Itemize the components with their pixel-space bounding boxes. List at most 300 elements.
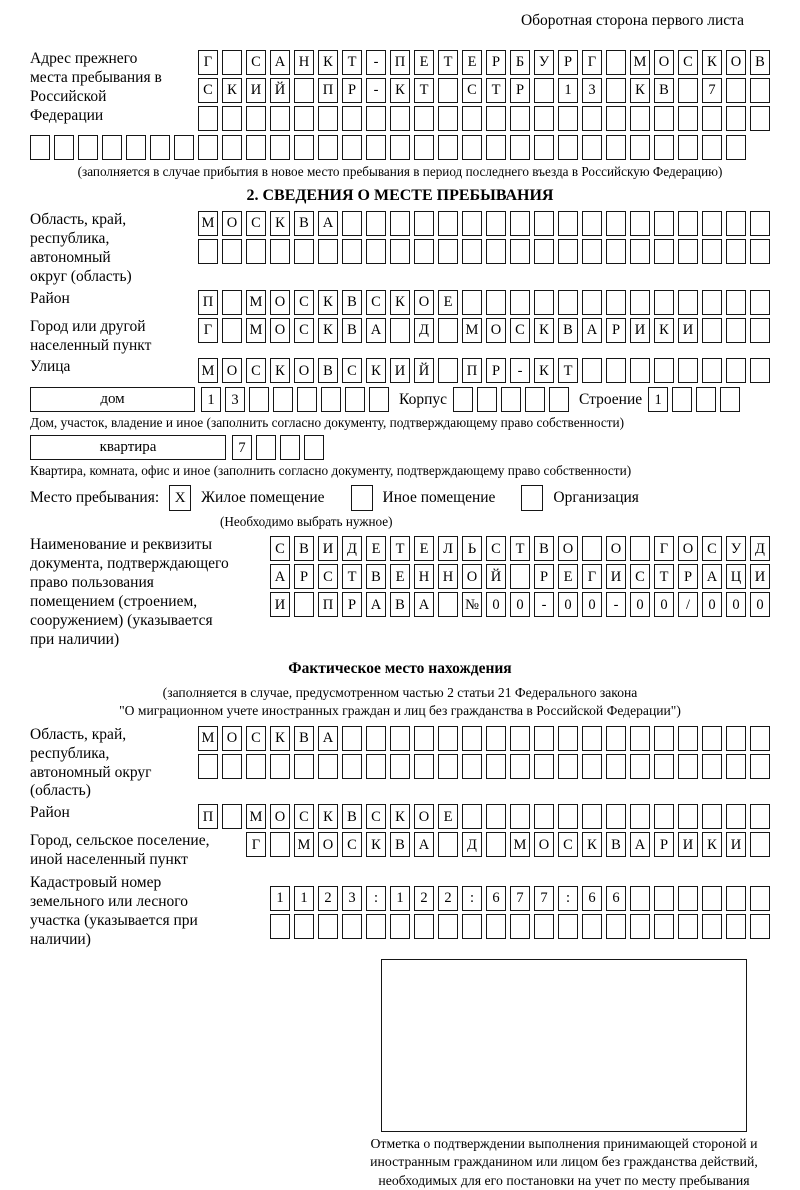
char-cell[interactable]: Р (510, 78, 530, 103)
char-cell[interactable]: 1 (294, 886, 314, 911)
char-cell[interactable]: А (270, 564, 290, 589)
char-cell[interactable]: Р (342, 78, 362, 103)
char-cell[interactable] (750, 754, 770, 779)
char-cell[interactable] (453, 387, 473, 412)
char-cell[interactable] (750, 804, 770, 829)
char-cell[interactable] (726, 78, 746, 103)
char-cell[interactable]: В (342, 804, 362, 829)
char-cell[interactable]: Г (198, 318, 218, 343)
char-cell[interactable]: К (318, 50, 338, 75)
char-cell[interactable] (702, 726, 722, 751)
char-cell[interactable] (256, 435, 276, 460)
char-cell[interactable]: Т (558, 358, 578, 383)
char-cell[interactable]: О (222, 358, 242, 383)
char-cell[interactable] (462, 135, 482, 160)
char-cell[interactable] (390, 726, 410, 751)
char-cell[interactable] (606, 239, 626, 264)
char-cell[interactable] (126, 135, 146, 160)
char-cell[interactable] (270, 106, 290, 131)
char-cell[interactable]: С (270, 536, 290, 561)
char-cell[interactable]: С (294, 804, 314, 829)
char-cell[interactable]: 7 (534, 886, 554, 911)
char-cell[interactable]: М (294, 832, 314, 857)
char-cell[interactable]: Р (558, 50, 578, 75)
char-cell[interactable] (630, 106, 650, 131)
char-cell[interactable] (606, 78, 626, 103)
char-cell[interactable] (342, 211, 362, 236)
char-cell[interactable]: Н (438, 564, 458, 589)
char-cell[interactable] (678, 754, 698, 779)
char-cell[interactable] (702, 290, 722, 315)
char-cell[interactable] (630, 886, 650, 911)
char-cell[interactable] (270, 135, 290, 160)
char-cell[interactable]: Р (294, 564, 314, 589)
char-cell[interactable] (438, 592, 458, 617)
char-cell[interactable]: В (294, 726, 314, 751)
char-cell[interactable] (510, 914, 530, 939)
char-cell[interactable] (606, 211, 626, 236)
char-cell[interactable] (390, 754, 410, 779)
char-cell[interactable]: П (318, 592, 338, 617)
char-cell[interactable]: О (318, 832, 338, 857)
char-cell[interactable]: В (390, 592, 410, 617)
char-cell[interactable]: К (534, 358, 554, 383)
char-cell[interactable]: К (222, 78, 242, 103)
char-cell[interactable]: Й (486, 564, 506, 589)
char-cell[interactable]: И (606, 564, 626, 589)
char-cell[interactable]: Е (438, 290, 458, 315)
char-cell[interactable]: Й (270, 78, 290, 103)
char-cell[interactable]: К (270, 726, 290, 751)
char-cell[interactable]: Т (414, 78, 434, 103)
char-cell[interactable]: Е (558, 564, 578, 589)
char-cell[interactable] (486, 804, 506, 829)
char-cell[interactable] (702, 886, 722, 911)
char-cell[interactable] (222, 106, 242, 131)
char-cell[interactable] (342, 914, 362, 939)
char-cell[interactable] (486, 239, 506, 264)
char-cell[interactable]: : (462, 886, 482, 911)
char-cell[interactable] (366, 754, 386, 779)
char-cell[interactable] (630, 290, 650, 315)
char-cell[interactable]: 0 (654, 592, 674, 617)
char-cell[interactable] (534, 726, 554, 751)
char-cell[interactable]: Т (486, 78, 506, 103)
char-cell[interactable] (558, 914, 578, 939)
char-cell[interactable] (294, 914, 314, 939)
char-cell[interactable] (222, 804, 242, 829)
char-cell[interactable]: 3 (342, 886, 362, 911)
char-cell[interactable]: И (678, 832, 698, 857)
char-cell[interactable]: У (726, 536, 746, 561)
char-cell[interactable] (294, 754, 314, 779)
char-cell[interactable]: О (270, 318, 290, 343)
char-cell[interactable] (366, 211, 386, 236)
char-cell[interactable] (462, 754, 482, 779)
char-cell[interactable]: И (678, 318, 698, 343)
char-cell[interactable]: С (246, 358, 266, 383)
char-cell[interactable]: М (246, 290, 266, 315)
char-cell[interactable]: - (510, 358, 530, 383)
char-cell[interactable] (222, 754, 242, 779)
char-cell[interactable]: Е (390, 564, 410, 589)
char-cell[interactable]: О (222, 726, 242, 751)
char-cell[interactable]: : (366, 886, 386, 911)
char-cell[interactable]: В (534, 536, 554, 561)
char-cell[interactable]: О (726, 50, 746, 75)
char-cell[interactable] (726, 211, 746, 236)
char-cell[interactable]: Г (582, 50, 602, 75)
char-cell[interactable] (150, 135, 170, 160)
char-cell[interactable]: А (366, 592, 386, 617)
char-cell[interactable]: А (630, 832, 650, 857)
char-cell[interactable] (654, 239, 674, 264)
char-cell[interactable]: О (486, 318, 506, 343)
char-cell[interactable]: Г (198, 50, 218, 75)
char-cell[interactable]: 0 (726, 592, 746, 617)
char-cell[interactable]: 1 (270, 886, 290, 911)
char-cell[interactable]: Р (678, 564, 698, 589)
char-cell[interactable]: 6 (486, 886, 506, 911)
char-cell[interactable] (318, 914, 338, 939)
char-cell[interactable]: К (654, 318, 674, 343)
char-cell[interactable]: И (270, 592, 290, 617)
char-cell[interactable] (750, 318, 770, 343)
char-cell[interactable] (630, 239, 650, 264)
char-cell[interactable] (726, 726, 746, 751)
char-cell[interactable]: Е (462, 50, 482, 75)
char-cell[interactable] (294, 78, 314, 103)
char-cell[interactable]: О (606, 536, 626, 561)
char-cell[interactable]: В (654, 78, 674, 103)
char-cell[interactable]: К (318, 318, 338, 343)
char-cell[interactable] (174, 135, 194, 160)
char-cell[interactable] (438, 832, 458, 857)
char-cell[interactable]: Е (438, 804, 458, 829)
char-cell[interactable]: Л (438, 536, 458, 561)
char-cell[interactable]: Й (414, 358, 434, 383)
char-cell[interactable]: О (414, 804, 434, 829)
char-cell[interactable]: О (678, 536, 698, 561)
char-cell[interactable] (678, 886, 698, 911)
kvartira-type-box[interactable]: квартира (30, 435, 226, 460)
char-cell[interactable]: 2 (438, 886, 458, 911)
char-cell[interactable] (606, 754, 626, 779)
char-cell[interactable] (750, 239, 770, 264)
char-cell[interactable] (534, 804, 554, 829)
char-cell[interactable]: 2 (318, 886, 338, 911)
org-checkbox[interactable] (521, 485, 543, 511)
char-cell[interactable] (294, 592, 314, 617)
char-cell[interactable]: И (318, 536, 338, 561)
char-cell[interactable] (582, 135, 602, 160)
char-cell[interactable]: - (366, 50, 386, 75)
char-cell[interactable] (414, 239, 434, 264)
char-cell[interactable] (558, 804, 578, 829)
char-cell[interactable]: 7 (510, 886, 530, 911)
char-cell[interactable] (678, 914, 698, 939)
char-cell[interactable]: К (270, 211, 290, 236)
char-cell[interactable] (672, 387, 692, 412)
char-cell[interactable]: Т (438, 50, 458, 75)
char-cell[interactable] (366, 914, 386, 939)
char-cell[interactable]: С (510, 318, 530, 343)
char-cell[interactable] (678, 358, 698, 383)
char-cell[interactable]: К (366, 358, 386, 383)
char-cell[interactable] (702, 211, 722, 236)
char-cell[interactable] (750, 832, 770, 857)
char-cell[interactable] (294, 135, 314, 160)
char-cell[interactable] (726, 290, 746, 315)
char-cell[interactable] (390, 318, 410, 343)
char-cell[interactable] (486, 754, 506, 779)
char-cell[interactable] (438, 106, 458, 131)
char-cell[interactable]: / (678, 592, 698, 617)
char-cell[interactable]: В (318, 358, 338, 383)
char-cell[interactable]: С (342, 358, 362, 383)
char-cell[interactable] (606, 358, 626, 383)
char-cell[interactable] (510, 726, 530, 751)
char-cell[interactable]: Н (414, 564, 434, 589)
char-cell[interactable]: 3 (582, 78, 602, 103)
char-cell[interactable] (702, 914, 722, 939)
char-cell[interactable] (702, 106, 722, 131)
char-cell[interactable]: А (582, 318, 602, 343)
char-cell[interactable] (342, 239, 362, 264)
char-cell[interactable] (477, 387, 497, 412)
char-cell[interactable] (558, 106, 578, 131)
char-cell[interactable] (654, 106, 674, 131)
char-cell[interactable] (678, 135, 698, 160)
char-cell[interactable] (702, 318, 722, 343)
char-cell[interactable]: 7 (702, 78, 722, 103)
char-cell[interactable] (630, 135, 650, 160)
char-cell[interactable] (582, 211, 602, 236)
char-cell[interactable]: У (534, 50, 554, 75)
char-cell[interactable]: 0 (486, 592, 506, 617)
char-cell[interactable] (750, 78, 770, 103)
char-cell[interactable]: Д (750, 536, 770, 561)
char-cell[interactable] (534, 754, 554, 779)
char-cell[interactable] (318, 239, 338, 264)
char-cell[interactable] (222, 318, 242, 343)
char-cell[interactable] (438, 135, 458, 160)
char-cell[interactable] (630, 804, 650, 829)
char-cell[interactable]: С (246, 726, 266, 751)
char-cell[interactable]: М (198, 726, 218, 751)
char-cell[interactable] (534, 239, 554, 264)
char-cell[interactable] (414, 106, 434, 131)
char-cell[interactable] (486, 726, 506, 751)
char-cell[interactable] (696, 387, 716, 412)
char-cell[interactable] (462, 290, 482, 315)
char-cell[interactable] (558, 211, 578, 236)
char-cell[interactable]: - (606, 592, 626, 617)
char-cell[interactable]: О (654, 50, 674, 75)
char-cell[interactable] (534, 135, 554, 160)
char-cell[interactable] (318, 754, 338, 779)
char-cell[interactable] (486, 106, 506, 131)
char-cell[interactable]: 0 (558, 592, 578, 617)
char-cell[interactable] (510, 239, 530, 264)
char-cell[interactable] (342, 754, 362, 779)
char-cell[interactable]: С (246, 211, 266, 236)
char-cell[interactable] (462, 914, 482, 939)
char-cell[interactable] (462, 804, 482, 829)
char-cell[interactable] (678, 804, 698, 829)
char-cell[interactable]: О (222, 211, 242, 236)
char-cell[interactable]: Т (510, 536, 530, 561)
char-cell[interactable] (510, 211, 530, 236)
char-cell[interactable] (726, 914, 746, 939)
char-cell[interactable] (582, 358, 602, 383)
char-cell[interactable] (654, 726, 674, 751)
char-cell[interactable]: П (390, 50, 410, 75)
char-cell[interactable]: С (366, 804, 386, 829)
char-cell[interactable] (486, 914, 506, 939)
char-cell[interactable] (510, 290, 530, 315)
char-cell[interactable] (726, 106, 746, 131)
char-cell[interactable] (246, 754, 266, 779)
char-cell[interactable] (318, 135, 338, 160)
char-cell[interactable] (438, 726, 458, 751)
char-cell[interactable] (297, 387, 317, 412)
char-cell[interactable]: Р (486, 358, 506, 383)
char-cell[interactable] (630, 211, 650, 236)
char-cell[interactable] (726, 135, 746, 160)
char-cell[interactable]: С (294, 318, 314, 343)
char-cell[interactable] (342, 106, 362, 131)
char-cell[interactable] (582, 106, 602, 131)
char-cell[interactable] (654, 135, 674, 160)
char-cell[interactable] (390, 211, 410, 236)
char-cell[interactable]: 1 (390, 886, 410, 911)
char-cell[interactable]: А (270, 50, 290, 75)
char-cell[interactable] (414, 754, 434, 779)
char-cell[interactable] (582, 804, 602, 829)
char-cell[interactable]: О (462, 564, 482, 589)
char-cell[interactable] (750, 358, 770, 383)
char-cell[interactable]: А (414, 832, 434, 857)
char-cell[interactable] (486, 832, 506, 857)
char-cell[interactable] (249, 387, 269, 412)
char-cell[interactable] (534, 211, 554, 236)
char-cell[interactable]: С (318, 564, 338, 589)
char-cell[interactable] (366, 239, 386, 264)
char-cell[interactable]: О (558, 536, 578, 561)
char-cell[interactable]: А (318, 726, 338, 751)
char-cell[interactable] (280, 435, 300, 460)
char-cell[interactable] (501, 387, 521, 412)
char-cell[interactable]: Н (294, 50, 314, 75)
char-cell[interactable]: А (702, 564, 722, 589)
char-cell[interactable] (342, 726, 362, 751)
char-cell[interactable] (342, 135, 362, 160)
char-cell[interactable] (534, 914, 554, 939)
char-cell[interactable] (270, 832, 290, 857)
char-cell[interactable] (222, 290, 242, 315)
char-cell[interactable]: О (294, 358, 314, 383)
char-cell[interactable] (702, 804, 722, 829)
char-cell[interactable]: Е (414, 50, 434, 75)
char-cell[interactable] (750, 726, 770, 751)
char-cell[interactable] (414, 914, 434, 939)
char-cell[interactable]: О (270, 290, 290, 315)
char-cell[interactable]: С (462, 78, 482, 103)
char-cell[interactable]: Б (510, 50, 530, 75)
char-cell[interactable] (294, 239, 314, 264)
char-cell[interactable]: К (318, 290, 338, 315)
char-cell[interactable] (270, 914, 290, 939)
char-cell[interactable] (438, 358, 458, 383)
char-cell[interactable]: С (342, 832, 362, 857)
char-cell[interactable] (438, 754, 458, 779)
char-cell[interactable]: 0 (582, 592, 602, 617)
char-cell[interactable]: О (534, 832, 554, 857)
char-cell[interactable] (246, 106, 266, 131)
char-cell[interactable] (558, 239, 578, 264)
char-cell[interactable] (198, 239, 218, 264)
char-cell[interactable] (366, 135, 386, 160)
char-cell[interactable]: С (486, 536, 506, 561)
char-cell[interactable]: 6 (582, 886, 602, 911)
char-cell[interactable]: Г (654, 536, 674, 561)
char-cell[interactable]: Г (582, 564, 602, 589)
char-cell[interactable]: К (390, 290, 410, 315)
char-cell[interactable] (606, 106, 626, 131)
char-cell[interactable] (222, 239, 242, 264)
char-cell[interactable] (750, 886, 770, 911)
char-cell[interactable]: Р (534, 564, 554, 589)
char-cell[interactable]: В (558, 318, 578, 343)
char-cell[interactable] (678, 211, 698, 236)
char-cell[interactable]: Т (654, 564, 674, 589)
char-cell[interactable]: В (342, 318, 362, 343)
char-cell[interactable] (558, 754, 578, 779)
char-cell[interactable] (606, 726, 626, 751)
char-cell[interactable]: Д (342, 536, 362, 561)
char-cell[interactable] (630, 914, 650, 939)
char-cell[interactable] (726, 318, 746, 343)
char-cell[interactable] (462, 726, 482, 751)
char-cell[interactable]: Р (342, 592, 362, 617)
char-cell[interactable]: В (294, 536, 314, 561)
char-cell[interactable] (549, 387, 569, 412)
char-cell[interactable]: О (270, 804, 290, 829)
char-cell[interactable]: В (366, 564, 386, 589)
char-cell[interactable] (750, 106, 770, 131)
char-cell[interactable]: 0 (630, 592, 650, 617)
char-cell[interactable]: М (462, 318, 482, 343)
char-cell[interactable] (510, 564, 530, 589)
char-cell[interactable] (462, 106, 482, 131)
char-cell[interactable] (462, 211, 482, 236)
char-cell[interactable] (582, 914, 602, 939)
char-cell[interactable] (369, 387, 389, 412)
char-cell[interactable] (198, 135, 218, 160)
char-cell[interactable] (366, 106, 386, 131)
char-cell[interactable] (654, 754, 674, 779)
char-cell[interactable] (510, 135, 530, 160)
char-cell[interactable] (750, 290, 770, 315)
char-cell[interactable] (390, 239, 410, 264)
char-cell[interactable]: 6 (606, 886, 626, 911)
char-cell[interactable] (438, 318, 458, 343)
char-cell[interactable] (222, 135, 242, 160)
char-cell[interactable] (678, 290, 698, 315)
char-cell[interactable]: 3 (225, 387, 245, 412)
char-cell[interactable]: Д (462, 832, 482, 857)
